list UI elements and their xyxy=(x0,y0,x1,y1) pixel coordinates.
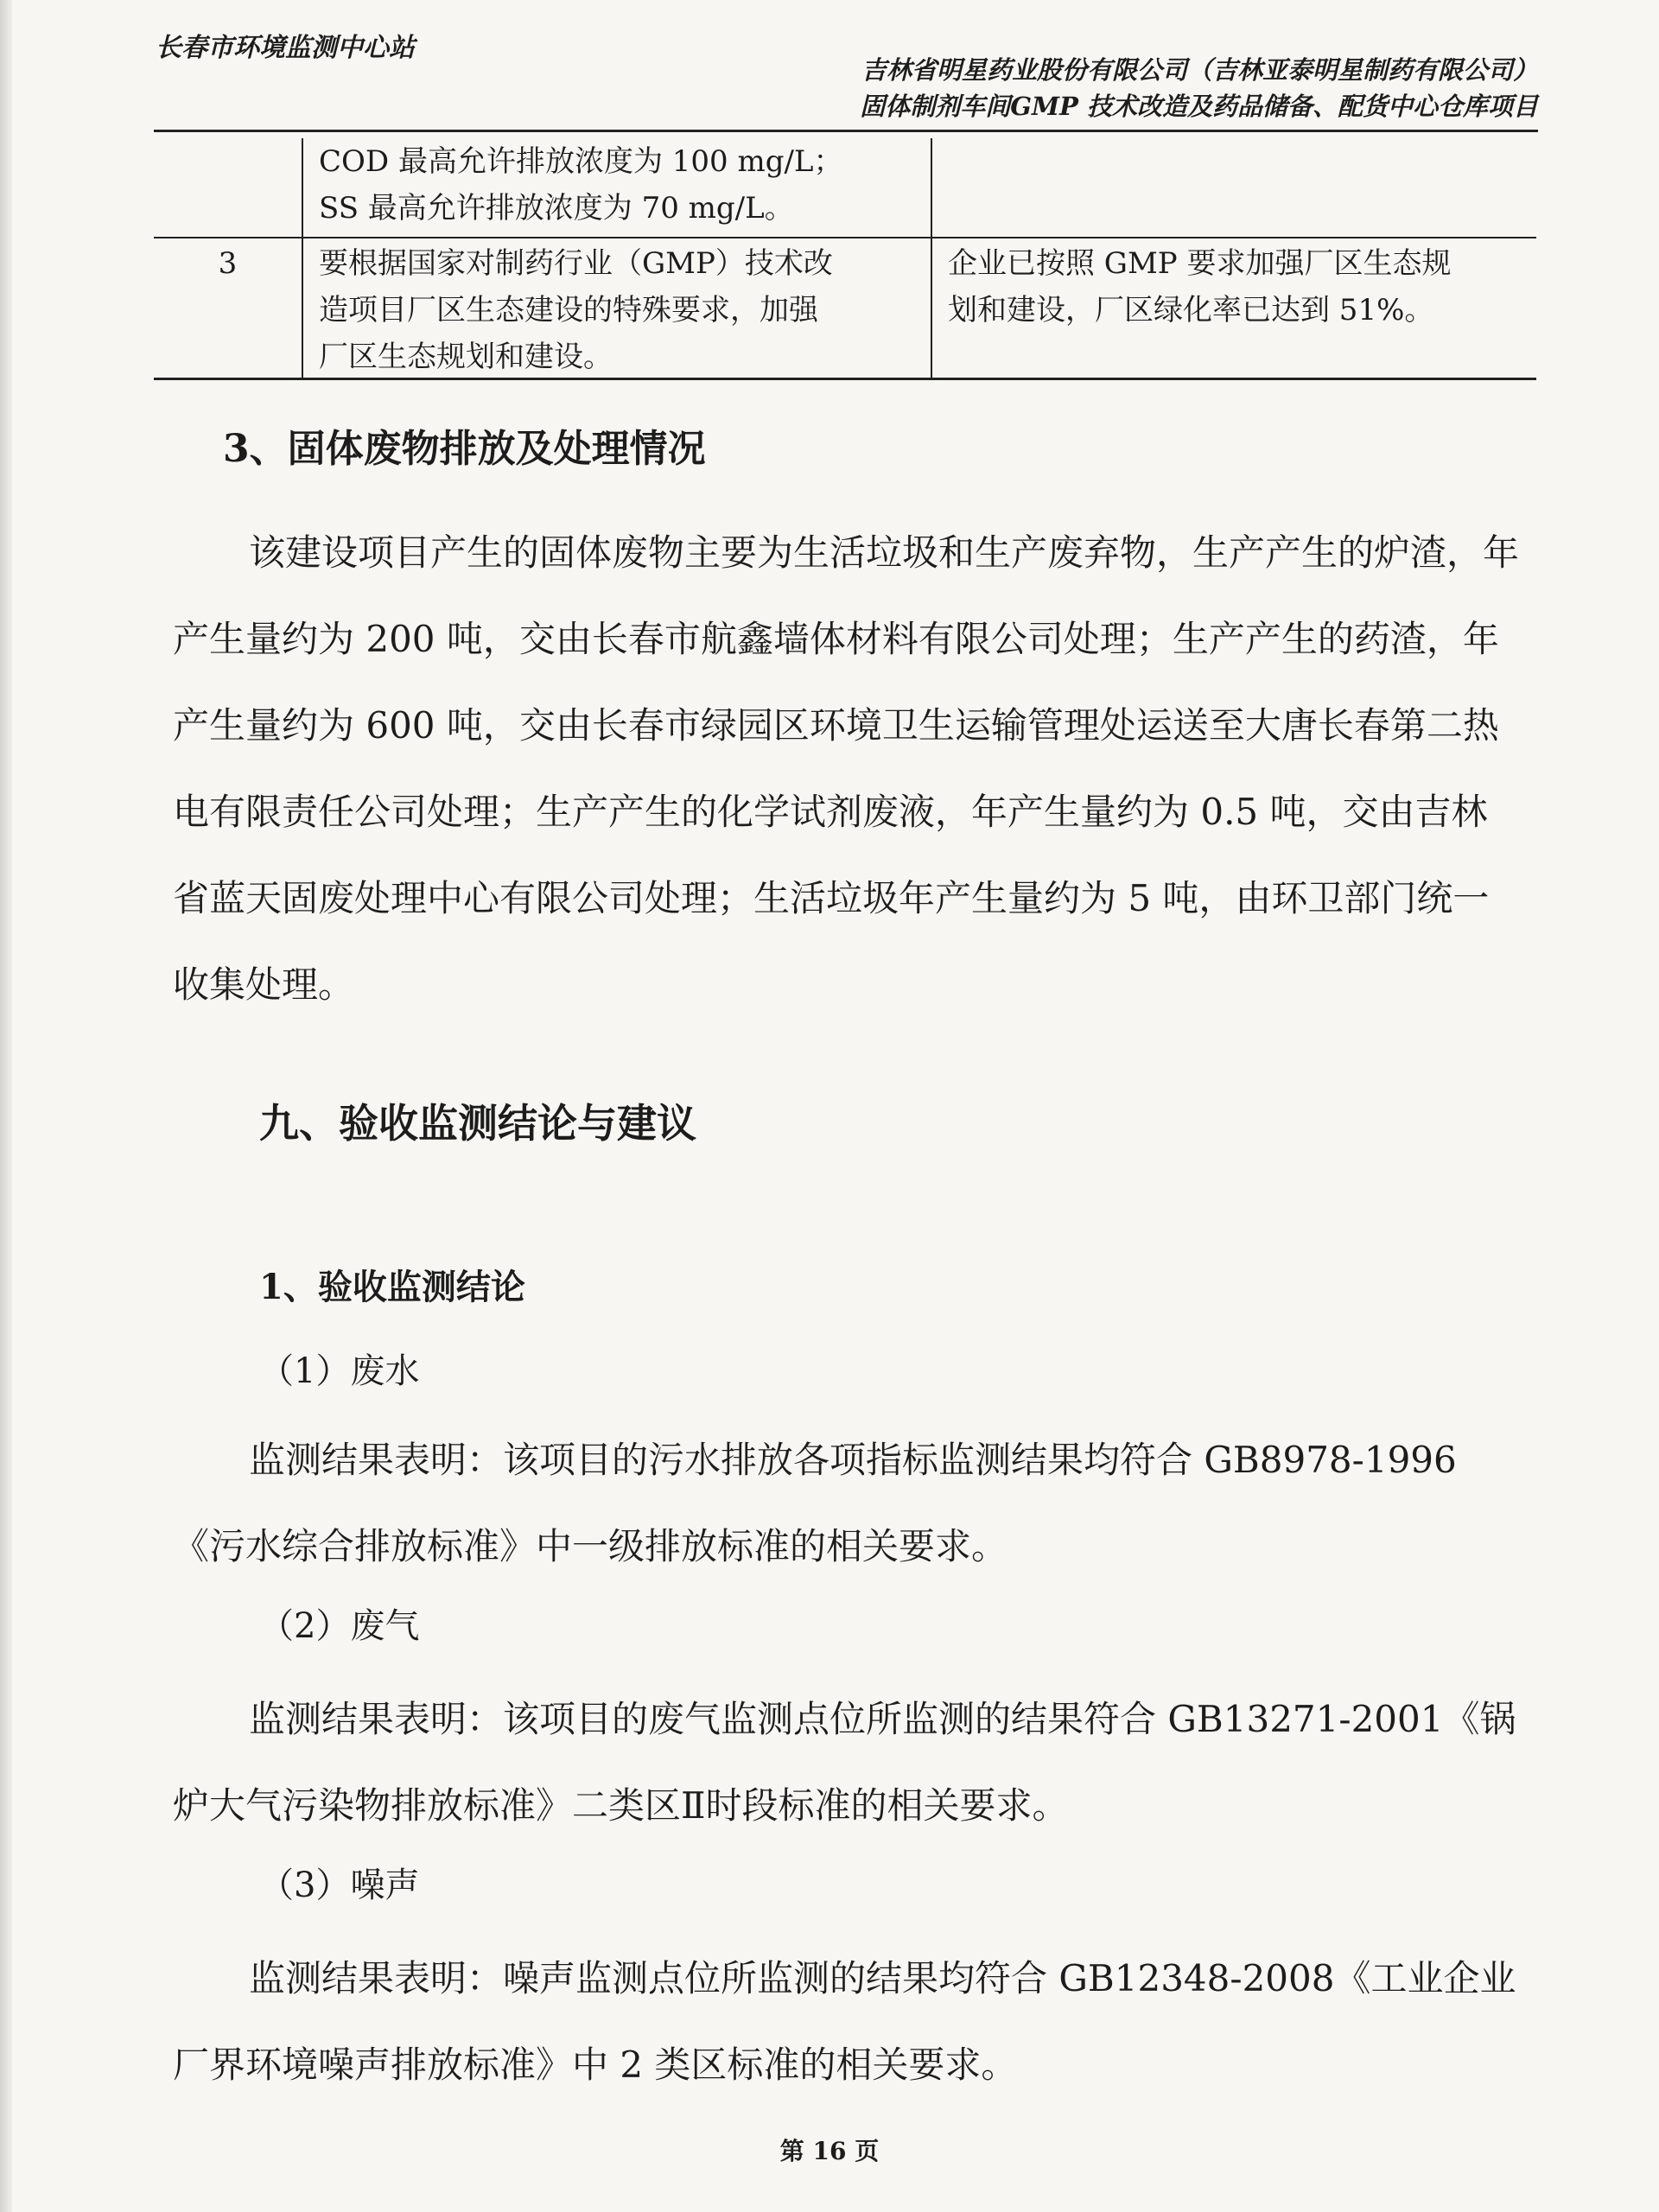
status-line: 划和建设，厂区绿化率已达到 51%。 xyxy=(948,293,1434,327)
table-row xyxy=(154,238,1536,380)
subsection-heading-monitoring-conclusion: 1、验收监测结论 xyxy=(259,1267,525,1307)
header-company: 吉林省明星药业股份有限公司（吉林亚泰明星制药有限公司） xyxy=(861,55,1538,85)
item-text-wastewater: 监测结果表明：该项目的污水排放各项指标监测结果均符合 GB8978-1996《污水综合排放标准》中一级排放标准的相关要求。 xyxy=(173,1439,1457,1567)
header-organization: 长春市环境监测中心站 xyxy=(156,33,415,63)
requirement-line: 要根据国家对制药行业（GMP）技术改 xyxy=(319,246,833,281)
solid-waste-paragraph: 该建设项目产生的固体废物主要为生活垃圾和生产废弃物，生产产生的炉渣，年产生量约为 200 吨，交由长春市航鑫墙体材料有限公司处理；生产产生的药渣，年产生量约为 600 吨，交由长春市绿园区环境卫生运输管理处运送至大唐长春第二热电有限责任公司处理；生产产生的化学试剂废液，年产生量约为 0.5 吨，交由吉林省蓝天固废处理中心有限公司处理；生活垃圾年产生量约为 5 吨，由环卫部门统一收集处理。 xyxy=(173,531,1520,1006)
table-cell-no xyxy=(154,138,302,238)
item-label-noise: （3）噪声 xyxy=(259,1866,420,1905)
table-cell-no: 3 xyxy=(154,238,302,380)
page-number: 第 16 页 xyxy=(779,2137,880,2165)
table-cell-status xyxy=(931,138,1536,238)
table-cell-requirement xyxy=(302,138,931,238)
requirements-table xyxy=(154,138,1536,380)
page-left-edge xyxy=(0,0,12,2212)
table-row xyxy=(154,138,1536,238)
section-heading-solid-waste: 3、固体废物排放及处理情况 xyxy=(223,427,706,471)
item-label-exhaust-gas: （2）废气 xyxy=(259,1606,420,1646)
header-project xyxy=(860,52,1538,124)
status-line: 企业已按照 GMP 要求加强厂区生态规 xyxy=(948,246,1452,281)
table-cell-requirement xyxy=(302,238,931,380)
item-text-noise: 监测结果表明：噪声监测点位所监测的结果均符合 GB12348-2008《工业企业厂界环境噪声排放标准》中 2 类区标准的相关要求。 xyxy=(173,1957,1516,2086)
table-cell-status xyxy=(931,238,1536,380)
header-project-title: 固体制剂车间GMP 技术改造及药品储备、配货中心仓库项目 xyxy=(860,92,1538,121)
requirement-line: 造项目厂区生态建设的特殊要求，加强 xyxy=(319,293,818,327)
header-rule xyxy=(154,130,1538,132)
requirement-line: COD 最高允许排放浓度为 100 mg/L； xyxy=(319,144,843,179)
requirement-line: SS 最高允许排放浓度为 70 mg/L。 xyxy=(319,191,794,226)
item-text-exhaust-gas: 监测结果表明：该项目的废气监测点位所监测的结果符合 GB13271-2001《锅炉大气污染物排放标准》二类区Ⅱ时段标准的相关要求。 xyxy=(173,1698,1516,1827)
item-label-wastewater: （1）废水 xyxy=(259,1351,420,1391)
section-heading-conclusions: 九、验收监测结论与建议 xyxy=(259,1100,696,1147)
table-bottom-rule xyxy=(154,378,1536,380)
requirement-line: 厂区生态规划和建设。 xyxy=(319,340,613,374)
